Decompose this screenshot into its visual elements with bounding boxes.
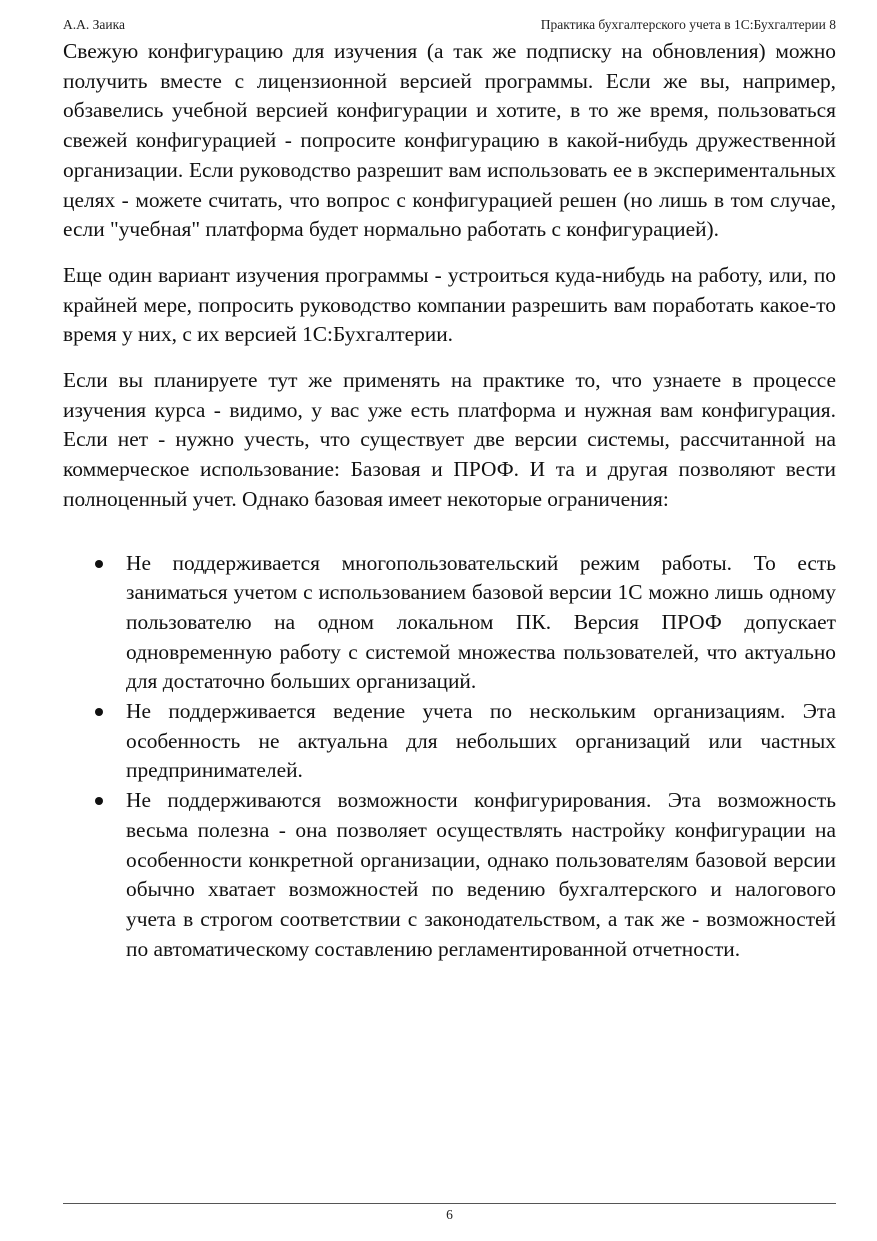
paragraph-versions: Если вы планируете тут же применять на практике то, что узнаете в процессе изучения курса - видимо, у вас уже есть платформа и нужная вам конфигурация. Если нет - нужно учесть, что существует две версии системы, рассчитанной на коммерческое использование: Базовая и ПРОФ. И та и другая позволяют вести полноценный учет. Однако базовая имеет некоторые ограничения: [63,368,836,511]
header-book-title: Практика бухгалтерского учета в 1С:Бухгалтерии 8 [540,17,836,32]
paragraph-configuration: Свежую конфигурацию для изучения (а так же подписку на обновления) можно получить вместе с лицензионной версией программы. Если же вы, например, обзавелись учебной версией конфигурации и хотите, в то же время, пользоваться свежей конфигурацией - попросите конфигурацию в какой-нибудь дружественной организации. Если руководство разрешит вам использовать ее в экспериментальных целях - можете считать, что вопрос с конфигурацией решен (но лишь в том случае, если "учебная" платформа будет нормально работать с конфигурацией). [63,39,836,242]
document-page [63,0,836,1241]
bullet-icon [95,708,103,716]
paragraph-work-option: Еще один вариант изучения программы - устроиться куда-нибудь на работу, или, по крайней мере, попросить руководство компании разрешить вам поработать какое-то время у них, с их версией 1С:Бухгалтерии. [63,262,836,347]
header-author: А.А. Заика [63,17,125,32]
page-content [63,37,836,964]
page-number: 6 [446,1207,453,1222]
list-item [126,549,836,698]
bullet-icon [95,797,103,805]
footer-divider [63,1203,836,1204]
running-header [63,15,836,35]
list-item-text: Не поддерживаются возможности конфигурирования. Эта возможность весьма полезна - она позволяет осуществлять настройку конфигурации на особенности конкретной организации, однако пользователям базовой версии обычно хватает возможностей по ведению бухгалтерского и налогового учета в строгом соответствии с законодательством, а так же - возможностей по автоматическому составлению регламентированной отчетности. [126,788,836,961]
bullet-icon [95,560,103,568]
list-item-text: Не поддерживается многопользовательский режим работы. То есть заниматься учетом с использованием базовой версии 1С можно лишь одному пользователю на одном локальном ПК. Версия ПРОФ допускает одновременную работу с системой множества пользователей, что актуально для достаточно больших организаций. [126,550,836,694]
limitations-list [63,549,836,965]
list-item [126,786,836,964]
list-item [126,697,836,786]
list-item-text: Не поддерживается ведение учета по нескольким организациям. Эта особенность не актуальна для небольших организаций или частных предпринимателей. [126,699,836,783]
